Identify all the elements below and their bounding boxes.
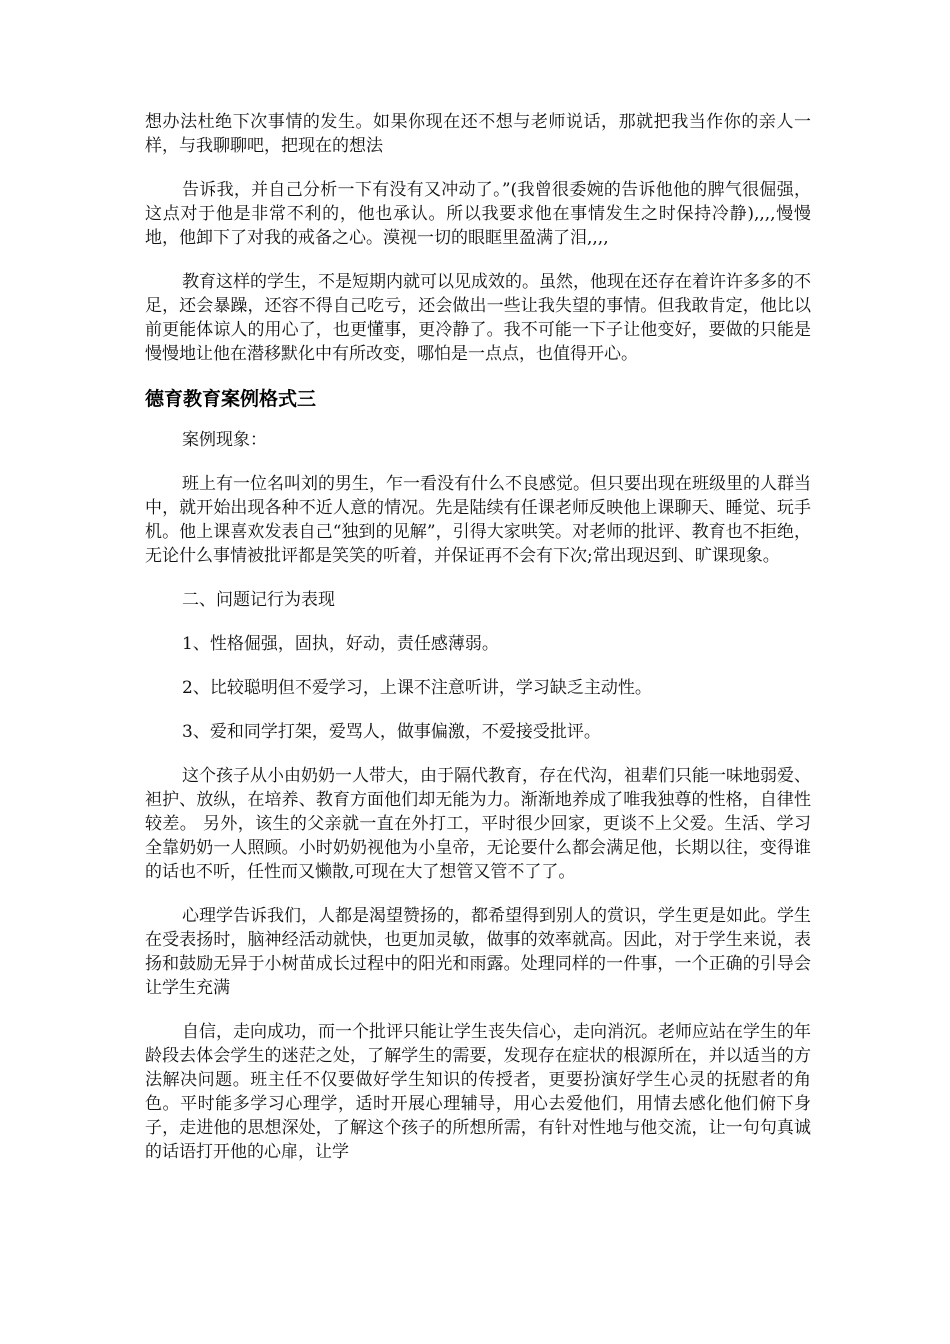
list-item: 3、爱和同学打架，爱骂人，做事偏激，不爱接受批评。 [182, 722, 601, 742]
paragraph: 自信，走向成功，而一个批评只能让学生丧失信心，走向消沉。老师应站在学生的年龄段去体会学生的迷茫之处，了解学生的需要，发现存在症状的根源所在，并以适当的方法解决问题。班主任不仅要做好学生知识的传授者，更要扮演好学生心灵的抚慰者的角色。平时能多学习心理学，适时开展心理辅导，用心去爱他们，用情去感化他们俯下身子，走进他的思想深处，了解这个孩子的所想所需，有针对性地与他交流，让一句句真诚的话语打开他的心扉，让学 [145, 1022, 811, 1162]
case-label: 案例现象： [182, 430, 267, 450]
section-heading: 德育教育案例格式三 [145, 388, 317, 410]
paragraph: 这个孩子从小由奶奶一人带大，由于隔代教育，存在代沟，祖辈们只能一味地弱爱、袒护、放纵，在培养、教育方面他们却无能为力。渐渐地养成了唯我独尊的性格，自律性较差。 另外，该生的父亲就一直在外打工，平时很少回家，更谈不上父爱。生活、学习全靠奶奶一人照顾。小时奶奶视他为小皇帝，无论要什么都会满足他，长期以往，变得谁的话也不听，任性而又懒散,可现在大了想管又管不了了。 [145, 766, 811, 882]
case-paragraph: 班上有一位名叫刘的男生，乍一看没有什么不良感觉。但只要出现在班级里的人群当中，就开始出现各种不近人意的情况。先是陆续有任课老师反映他上课聊天、睡觉、玩手机。他上课喜欢发表自己“独到的见解”，引得大家哄笑。对老师的批评、教育也不拒绝，无论什么事情被批评都是笑笑的听着，并保证再不会有下次;常出现迟到、旷课现象。 [145, 474, 811, 566]
paragraph: 告诉我，并自己分析一下有没有又冲动了。”(我曾很委婉的告诉他他的脾气很倔强，这点对于他是非常不利的，他也承认。所以我要求他在事情发生之时保持冷静),,,,慢慢地，他卸下了对我的戒备之心。漠视一切的眼眶里盈满了泪,,,, [145, 180, 811, 248]
paragraph: 心理学告诉我们，人都是渴望赞扬的，都希望得到别人的赏识，学生更是如此。学生在受表扬时，脑神经活动就快，也更加灵敏，做事的效率就高。因此，对于学生来说，表扬和鼓励无异于小树苗成长过程中的阳光和雨露。处理同样的一件事，一个正确的引导会让学生充满 [145, 906, 811, 998]
list-item: 1、性格倔强，固执，好动，责任感薄弱。 [182, 634, 499, 654]
paragraph: 教育这样的学生，不是短期内就可以见成效的。虽然，他现在还存在着许许多多的不足，还会暴躁，还容不得自己吃亏，还会做出一些让我失望的事情。但我敢肯定，他比以前更能体谅人的用心了，也更懂事，更冷静了。我不可能一下子让他变好，要做的只能是慢慢地让他在潜移默化中有所改变，哪怕是一点点，也值得开心。 [145, 272, 811, 364]
document-page [145, 110, 811, 1184]
list-item: 2、比较聪明但不爱学习，上课不注意听讲，学习缺乏主动性。 [182, 678, 652, 698]
paragraph-continuation: 想办法杜绝下次事情的发生。如果你现在还不想与老师说话，那就把我当作你的亲人一样，与我聊聊吧，把现在的想法 [145, 112, 811, 156]
problem-heading: 二、问题记行为表现 [182, 590, 335, 610]
